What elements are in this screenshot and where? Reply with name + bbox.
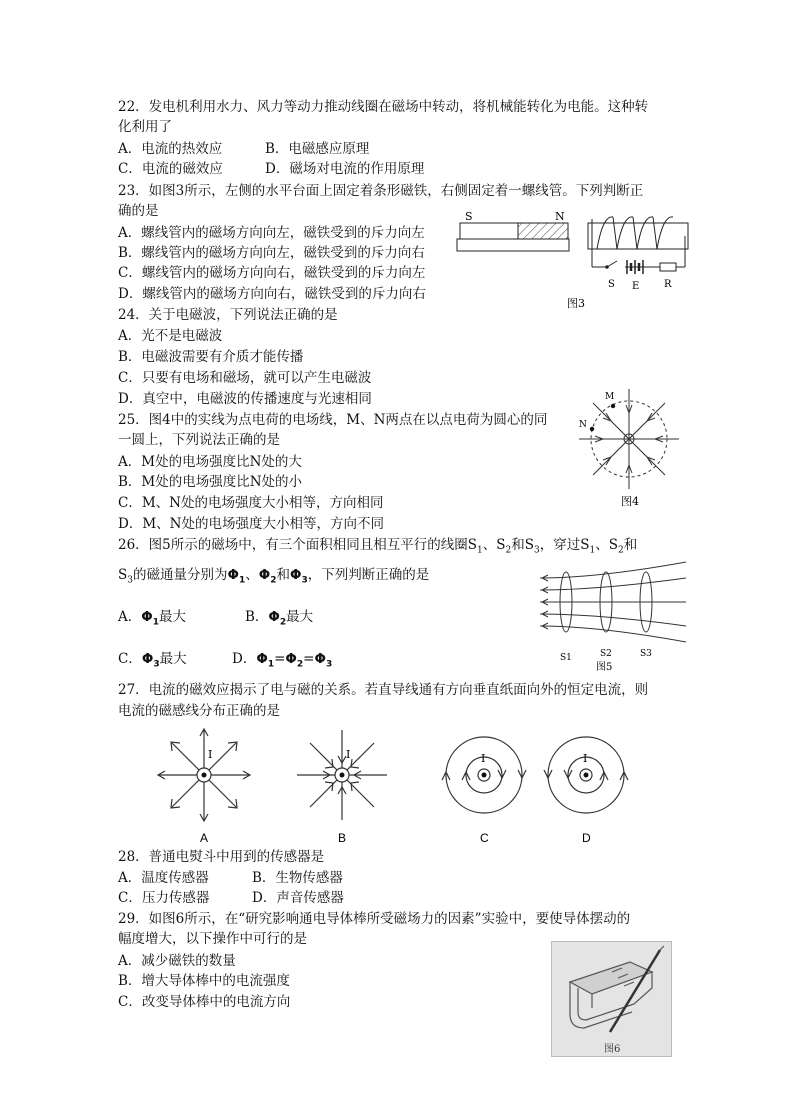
u-magnet-apparatus [552,942,671,1056]
option-a-label: A [200,831,209,845]
bar-magnet [457,223,569,251]
resistor-r-label: R [664,279,672,290]
current-i-label: I [346,748,351,761]
figure-27-d [532,722,642,847]
current-i-label: I [208,748,213,761]
q26-stem-line2: $S_3$的磁通量分别为$\Phi_1$、$\Phi_2$和$\Phi_3$，下列判断正确的是 [118,567,430,586]
q22-option-c: C．电流的磁效应 [118,161,223,177]
figure-4 [575,385,685,510]
figure-27-a [150,722,260,847]
q22-option-b: B．电磁感应原理 [265,141,370,157]
q28-option-c: C．压力传感器 [118,890,210,906]
q26-option-b: B．$\Phi_2$最大 [245,609,314,628]
q26-stem-line1: 26．图5所示的磁场中，有三个面积相同且相互平行的线圈$S_1$、$S_2$和$S_3$，穿过$S_1$、$S_2$和 [118,537,638,556]
option-c-label: C [480,831,489,845]
q22-option-d: D．磁场对电流的作用原理 [265,161,425,177]
q23-option-a: A．螺线管内的磁场方向向左，磁铁受到的斥力向左 [118,225,425,241]
q25-stem-line1: 25．图4中的实线为点电荷的电场线，M、N两点在以点电荷为圆心的同 [118,412,548,428]
figure-27-b [288,722,398,847]
q22-option-a: A．电流的热效应 [118,141,223,157]
q29-stem-line1: 29．如图6所示，在“研究影响通电导体棒所受磁场力的因素”实验中，要使导体摆动的 [118,911,631,927]
current-i-label: I [481,752,486,765]
q29-option-c: C．改变导体棒中的电流方向 [118,994,291,1010]
q22-stem-line1: 22．发电机利用水力、风力等动力推动线圈在磁场中转动，将机械能转化为电能。这种转 [118,99,649,115]
q25-stem-line2: 一圆上，下列说法正确的是 [118,432,280,448]
current-i-label: I [583,752,588,765]
q23-option-d: D．螺线管内的磁场方向向右，磁铁受到的斥力向右 [118,286,426,302]
q25-option-c: C．M、N处的电场强度大小相等，方向相同 [118,495,384,511]
magnet-n-label: N [555,210,565,223]
battery-e-label: E [632,281,640,292]
q24-option-d: D．真空中，电磁波的传播速度与光速相同 [118,391,372,407]
figure-6-photo [551,941,672,1057]
figure-27-c [430,722,540,847]
q29-option-b: B．增大导体棒中的电流强度 [118,973,290,989]
q24-option-b: B．电磁波需要有介质才能传播 [118,349,304,365]
q25-option-b: B．M处的电场强度比N处的小 [118,474,303,490]
q26-option-c: C．$\Phi_3$最大 [118,651,187,670]
magnet-s-label: S [465,210,473,223]
q22-stem-line2: 化利用了 [118,119,172,135]
point-m-label: M [605,392,615,402]
point-n-label: N [579,420,587,430]
q24-option-a: A．光不是电磁波 [118,328,223,344]
figure-5-caption: 图5 [596,662,613,672]
q25-option-a: A．M处的电场强度比N处的大 [118,454,302,470]
option-d-label: D [582,831,591,845]
q28-option-d: D．声音传感器 [252,890,344,906]
switch-s-label: S [608,279,615,290]
q28-option-b: B．生物传感器 [252,870,343,886]
coil-s2-label: S2 [600,649,612,659]
coil-s1-label: S1 [560,653,572,663]
coil-s3-label: S3 [640,649,652,659]
q26-option-a: A．$\Phi_1$最大 [118,609,186,628]
solenoid [588,217,688,274]
q23-stem-line2: 确的是 [118,203,159,219]
figure-6-caption: 图6 [604,1044,621,1055]
q27-stem-line1: 27．电流的磁效应揭示了电与磁的关系。若直导线通有方向垂直纸面向外的恒定电流，则 [118,682,649,698]
q27-stem-line2: 电流的磁感线分布正确的是 [118,703,280,719]
q29-option-a: A．减少磁铁的数量 [118,953,236,969]
q29-stem-line2: 幅度增大，以下操作中可行的是 [118,931,307,947]
q28-option-a: A．温度传感器 [118,870,209,886]
q23-option-b: B．螺线管内的磁场方向向左，磁铁受到的斥力向右 [118,245,425,261]
q26-option-d: D．$\Phi_1=\Phi_2=\Phi_3$ [232,651,333,670]
point-charge-field [579,389,679,489]
figure-4-caption: 图4 [621,495,639,508]
magnetic-field-lines [540,562,686,642]
q24-option-c: C．只要有电场和磁场，就可以产生电磁波 [118,370,372,386]
q24-stem: 24．关于电磁波，下列说法正确的是 [118,307,338,323]
q23-stem-line1: 23．如图3所示，左侧的水平台面上固定着条形磁铁，右侧固定着一螺线管。下列判断正 [118,183,644,199]
q25-option-d: D．M、N处的电场强度大小相等，方向不同 [118,516,384,532]
figure-3 [455,205,695,315]
option-b-label: B [338,831,347,845]
figure-5 [538,560,688,672]
q28-stem: 28．普通电熨斗中用到的传感器是 [118,849,325,865]
q23-option-c: C．螺线管内的磁场方向向右，磁铁受到的斥力向左 [118,265,426,281]
figure-3-caption: 图3 [567,297,585,310]
